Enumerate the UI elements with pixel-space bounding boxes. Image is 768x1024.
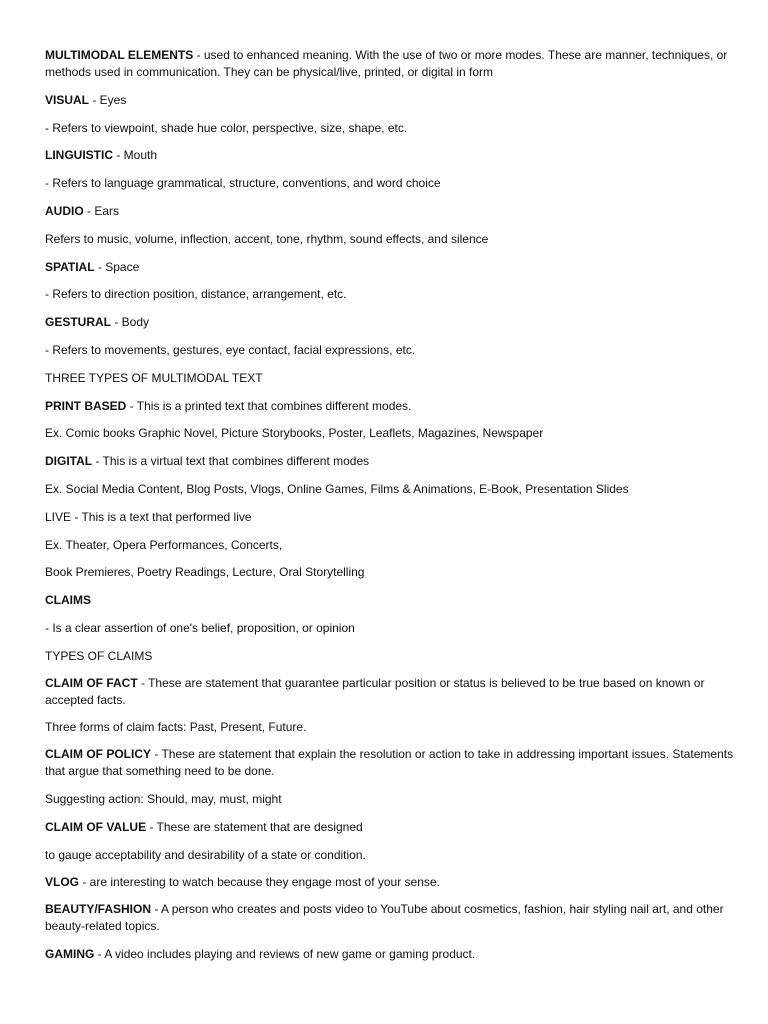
paragraph-linguistic-description — [45, 174, 735, 192]
definition-text: - These are statement that guarantee particular position or status is believed to be true based on known or accepted facts. — [45, 675, 705, 707]
paragraph-claim-of-value — [45, 818, 735, 836]
body-text: Ex. Social Media Content, Blog Posts, Vlogs, Online Games, Films & Animations, E-Book, Presentation Slides — [45, 481, 629, 496]
paragraph-digital — [45, 452, 735, 470]
definition-text: - are interesting to watch because they engage most of your sense. — [79, 875, 440, 890]
paragraph-audio — [45, 202, 735, 220]
body-text: - Is a clear assertion of one's belief, proposition, or opinion — [45, 620, 355, 635]
definition-text: - Mouth — [113, 148, 158, 163]
paragraph-multimodal-elements — [45, 47, 735, 81]
paragraph-visual — [45, 91, 735, 109]
paragraph-spatial — [45, 258, 735, 276]
paragraph-claim-of-policy — [45, 746, 735, 780]
paragraph-live-examples-continued — [45, 563, 735, 581]
definition-text: - A video includes playing and reviews of new game or gaming product. — [94, 946, 476, 961]
paragraph-live — [45, 508, 735, 526]
definition-text: - A person who creates and posts video to YouTube about cosmetics, fashion, hair styling nail art, and other beauty-related topics. — [45, 902, 724, 934]
definition-text: - This is a virtual text that combines different modes — [92, 454, 370, 469]
definition-text: - This is a printed text that combines different modes. — [126, 398, 412, 413]
term-label: GESTURAL — [45, 315, 111, 330]
paragraph-print-examples — [45, 424, 735, 442]
term-label: AUDIO — [45, 203, 84, 218]
term-label: PRINT BASED — [45, 398, 127, 413]
body-text: Book Premieres, Poetry Readings, Lecture, Oral Storytelling — [45, 565, 365, 580]
body-text: Refers to music, volume, inflection, accent, tone, rhythm, sound effects, and silence — [45, 231, 489, 246]
body-text: Three forms of claim facts: Past, Present, Future. — [45, 720, 307, 735]
body-text: Ex. Theater, Opera Performances, Concerts, — [45, 537, 283, 552]
definition-text: - These are statement that explain the resolution or action to take in addressing important issues. Statements that argue that something need to be done. — [45, 747, 734, 779]
body-text: - Refers to direction position, distance, arrangement, etc. — [45, 287, 347, 302]
term-label: GAMING — [45, 946, 95, 961]
document-page — [45, 47, 735, 973]
term-label: SPATIAL — [45, 259, 95, 274]
paragraph-gestural — [45, 313, 735, 331]
term-label: CLAIM OF FACT — [45, 675, 138, 690]
body-text: LIVE - This is a text that performed live — [45, 509, 252, 524]
heading-text: TYPES OF CLAIMS — [45, 648, 153, 663]
term-label: CLAIM OF VALUE — [45, 819, 147, 834]
term-label: VISUAL — [45, 92, 90, 107]
paragraph-claims — [45, 591, 735, 609]
heading-text: THREE TYPES OF MULTIMODAL TEXT — [45, 370, 263, 385]
definition-text: - Body — [111, 315, 150, 330]
definition-text: - used to enhanced meaning. With the use of two or more modes. These are manner, techniques, or methods used in communication. They can be physical/live, printed, or digital in form — [45, 48, 728, 79]
paragraph-print-based — [45, 397, 735, 415]
paragraph-spatial-description — [45, 285, 735, 303]
paragraph-digital-examples — [45, 480, 735, 498]
paragraph-vlog — [45, 873, 735, 891]
body-text: to gauge acceptability and desirability of a state or condition. — [45, 847, 366, 862]
definition-text: - These are statement that are designed — [146, 819, 363, 834]
paragraph-gestural-description — [45, 341, 735, 359]
term-label: LINGUISTIC — [45, 148, 113, 163]
term-label: DIGITAL — [45, 454, 93, 469]
paragraph-live-examples — [45, 536, 735, 554]
term-label: CLAIMS — [45, 593, 91, 608]
term-label: CLAIM OF POLICY — [45, 747, 151, 762]
term-label: VLOG — [45, 875, 80, 890]
paragraph-claims-description — [45, 619, 735, 637]
term-label: BEAUTY/FASHION — [45, 902, 152, 917]
paragraph-claim-fact-forms — [45, 718, 735, 736]
paragraph-visual-description — [45, 119, 735, 137]
paragraph-policy-actions — [45, 790, 735, 808]
paragraph-beauty-fashion — [45, 901, 735, 935]
definition-text: - Ears — [83, 203, 120, 218]
body-text: Suggesting action: Should, may, must, might — [45, 791, 282, 806]
definition-text: - Eyes — [89, 92, 127, 107]
section-heading-multimodal-types — [45, 369, 735, 387]
paragraph-claim-value-continued — [45, 846, 735, 864]
body-text: - Refers to viewpoint, shade hue color, perspective, size, shape, etc. — [45, 120, 408, 135]
paragraph-audio-description — [45, 230, 735, 248]
paragraph-linguistic — [45, 146, 735, 164]
body-text: - Refers to movements, gestures, eye contact, facial expressions, etc. — [45, 342, 416, 357]
paragraph-claim-of-fact — [45, 675, 735, 709]
term-label: MULTIMODAL ELEMENTS — [45, 48, 194, 62]
body-text: Ex. Comic books Graphic Novel, Picture Storybooks, Poster, Leaflets, Magazines, Newspaper — [45, 426, 544, 441]
paragraph-gaming — [45, 945, 735, 963]
definition-text: - Space — [94, 259, 140, 274]
body-text: - Refers to language grammatical, structure, conventions, and word choice — [45, 176, 441, 191]
section-heading-types-of-claims — [45, 647, 735, 665]
